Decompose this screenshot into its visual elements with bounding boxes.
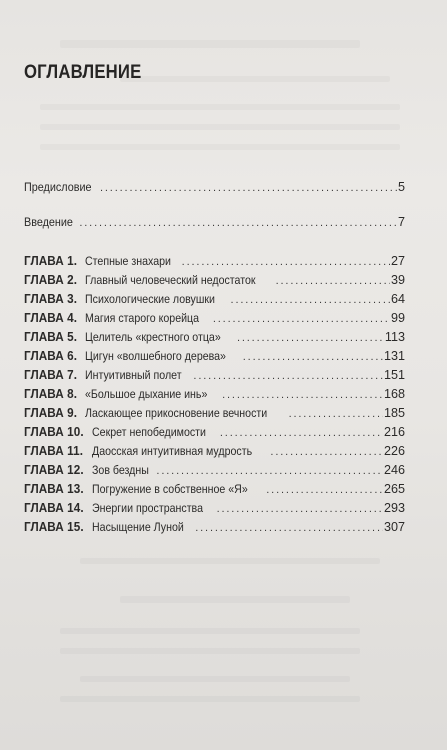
toc-entry-page: 7 [397,215,405,229]
chapter-label: ГЛАВА 5. [24,330,78,344]
toc-entry-page: 113 [384,330,405,344]
toc-entry-introduction[interactable] [24,214,405,230]
toc-entry-chapter[interactable] [24,386,405,402]
toc-entry-chapter[interactable] [24,519,405,535]
leader-dots [100,180,397,196]
toc-entry-page: 185 [383,406,405,420]
chapter-label: ГЛАВА 1. [24,254,78,268]
toc-entry-page: 307 [383,520,405,534]
bleed-through-decoration [60,696,360,702]
toc-entry-page: 265 [383,482,405,496]
bleed-through-decoration [60,40,360,48]
toc-entry-chapter[interactable] [24,424,405,440]
toc-entry-chapter[interactable] [24,500,405,516]
toc-entry-page: 27 [390,254,405,268]
toc-entry-chapter[interactable] [24,291,405,307]
chapter-label: ГЛАВА 8. [24,387,78,401]
toc-entry-page: 168 [383,387,405,401]
bleed-through-decoration [120,596,350,603]
toc-entry-title: Зов бездны [92,463,150,477]
chapter-label: ГЛАВА 15. [24,520,84,534]
toc-entry-title: Погружение в собственное «Я» [92,482,248,496]
bleed-through-decoration [40,104,400,110]
leader-dots [270,444,383,460]
chapter-label: ГЛАВА 7. [24,368,78,382]
toc-entry-page: 151 [383,368,405,382]
leader-dots [217,501,383,517]
toc-entry-title: Психологические ловушки [85,292,216,306]
toc-entry-title: Секрет непобедимости [92,425,207,439]
toc-entry-chapter[interactable] [24,481,405,497]
toc-entry-title: Магия старого корейца [85,311,200,325]
toc-entry-title: Степные знахари [85,254,172,268]
toc-entry-page: 39 [390,273,405,287]
toc-entry-title: Введение [24,215,73,229]
leader-dots [289,406,383,422]
bleed-through-decoration [80,558,380,564]
chapter-label: ГЛАВА 2. [24,273,78,287]
toc-entry-page: 99 [390,311,405,325]
bleed-through-decoration [120,76,390,82]
leader-dots [220,425,383,441]
toc-entry-page: 131 [383,349,405,363]
chapter-label: ГЛАВА 6. [24,349,78,363]
leader-dots [276,273,390,289]
chapter-label: ГЛАВА 9. [24,406,78,420]
chapter-label: ГЛАВА 14. [24,501,84,515]
toc-entry-chapter[interactable] [24,443,405,459]
bleed-through-decoration [80,676,350,682]
toc-entry-preface[interactable] [24,179,405,195]
toc-entry-title: Даосская интуитивная мудрость [91,444,252,458]
toc-entry-title: Предисловие [24,180,92,194]
chapter-label: ГЛАВА 3. [24,292,78,306]
toc-entry-page: 246 [383,463,405,477]
leader-dots [231,292,390,308]
toc-entry-chapter[interactable] [24,329,405,345]
leader-dots [79,215,397,231]
leader-dots [243,349,383,365]
bleed-through-decoration [60,648,360,654]
toc-entry-chapter[interactable] [24,253,405,269]
toc-entry-chapter[interactable] [24,405,405,421]
leader-dots [182,254,390,270]
toc-entry-chapter[interactable] [24,348,405,364]
toc-entry-title: «Большое дыхание инь» [85,387,208,401]
toc-entry-title: Насыщение Луной [92,520,185,534]
bleed-through-decoration [40,144,400,150]
toc-entry-title: Главный человеческий недостаток [85,273,256,287]
toc-entry-page: 226 [383,444,405,458]
chapter-label: ГЛАВА 13. [24,482,84,496]
leader-dots [193,368,383,384]
toc-heading: ОГЛАВЛЕНИЕ [24,62,142,83]
toc-entry-title: Энергии пространства [92,501,204,515]
leader-dots [156,463,383,479]
leader-dots [213,311,390,327]
bleed-through-decoration [40,124,400,130]
leader-dots [266,482,383,498]
chapter-label: ГЛАВА 10. [24,425,84,439]
chapter-label: ГЛАВА 11. [24,444,84,458]
toc-entry-page: 216 [383,425,405,439]
toc-entry-page: 64 [390,292,405,306]
toc-entry-chapter[interactable] [24,462,405,478]
toc-entry-chapter[interactable] [24,310,405,326]
leader-dots [222,387,383,403]
toc-entry-title: Целитель «крестного отца» [85,330,221,344]
toc-entry-title: Ласкающее прикосновение вечности [85,406,268,420]
toc-entry-chapter[interactable] [24,367,405,383]
toc-entry-title: Интуитивный полет [85,368,182,382]
chapter-label: ГЛАВА 4. [24,311,78,325]
bleed-through-decoration [60,628,360,634]
chapter-label: ГЛАВА 12. [24,463,84,477]
leader-dots [195,520,383,536]
toc-entry-title: Цигун «волшебного дерева» [85,349,227,363]
leader-dots [237,330,384,346]
toc-entry-chapter[interactable] [24,272,405,288]
toc-entry-page: 293 [383,501,405,515]
toc-entry-page: 5 [397,180,405,194]
